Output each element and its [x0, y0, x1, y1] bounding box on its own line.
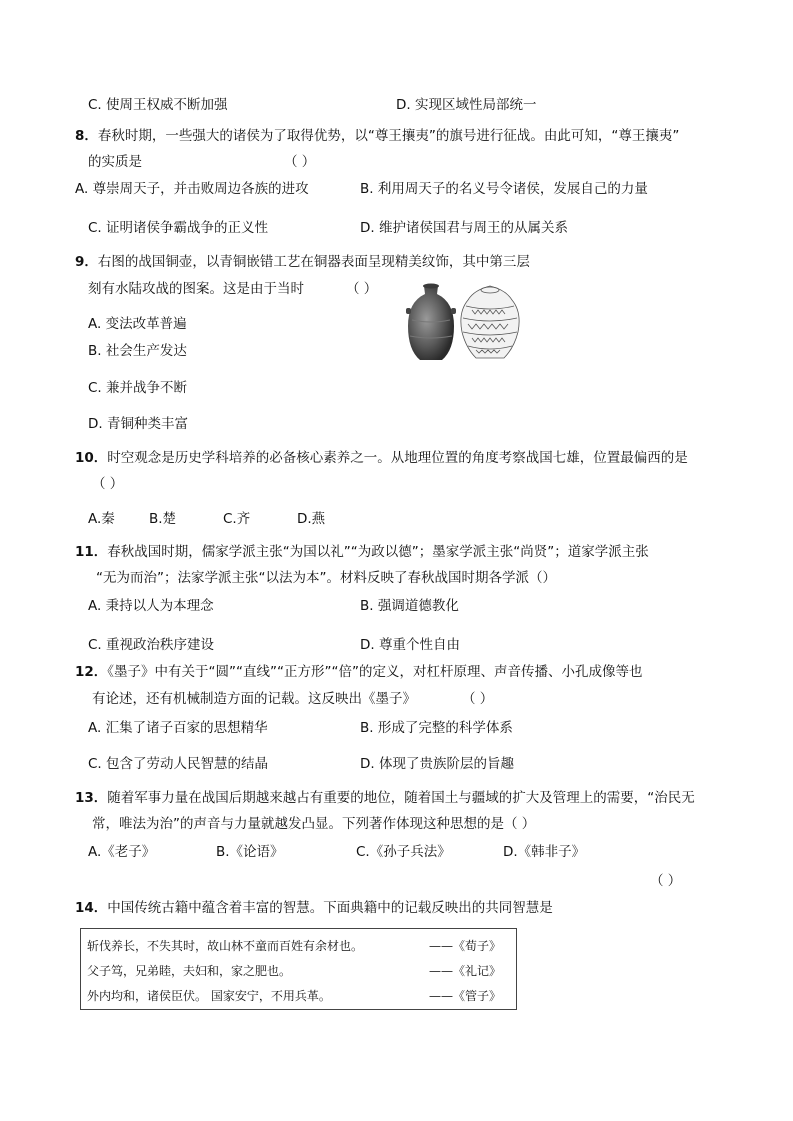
- q13-number: 13．: [75, 790, 108, 806]
- quote-row: [87, 937, 510, 955]
- quote-row: [87, 987, 510, 1005]
- quote-text: 斩伐养长，不失其时，故山林不童而百姓有余材也。: [87, 939, 364, 953]
- q7-option-c: C. 使周王权威不断加强: [88, 97, 228, 113]
- q9-answer-bracket: （ ）: [346, 281, 378, 297]
- q13-option-d: D.《韩非子》: [503, 844, 586, 860]
- q12-stem-line2: 有论述，还有机械制造方面的记载。这反映出《墨子》: [92, 691, 416, 707]
- q13-stem-line1: 13．随着军事力量在战国后期越来越占有重要的地位，随着国土与疆域的扩大及管理上的需要，“治民无: [75, 790, 695, 806]
- q8-option-c: C. 证明诸侯争霸战争的正义性: [88, 220, 269, 236]
- q10-stem-line1: 10．时空观念是历史学科培养的必备核心素养之一。从地理位置的角度考察战国七雄，位置最偏西的是: [75, 450, 688, 466]
- quote-text: 父子笃，兄弟睦，夫妇和，家之肥也。: [87, 964, 292, 978]
- q12-option-d: D. 体现了贵族阶层的旨趣: [360, 756, 514, 772]
- q8-option-b: B. 利用周天子的名义号令诸侯，发展自己的力量: [360, 181, 648, 197]
- q12-number: 12．: [75, 664, 108, 680]
- q11-option-a: A. 秉持以人为本理念: [88, 598, 214, 614]
- q11-stem-line2: “无为而治”；法家学派主张“以法为本”。材料反映了春秋战国时期各学派（）: [96, 570, 556, 586]
- q7-option-d: D. 实现区域性局部统一: [396, 97, 537, 113]
- q12-answer-bracket: （ ）: [462, 691, 494, 707]
- q11-number: 11．: [75, 544, 108, 560]
- q8-option-d: D. 维护诸侯国君与周王的从属关系: [360, 220, 568, 236]
- q11-option-d: D. 尊重个性自由: [360, 637, 460, 653]
- q9-option-b: B. 社会生产发达: [88, 343, 187, 359]
- q13-option-c: C.《孙子兵法》: [356, 844, 451, 860]
- quote-box: [80, 928, 517, 1010]
- q14-stem-line1: 14．中国传统古籍中蕴含着丰富的智慧。下面典籍中的记载反映出的共同智慧是: [75, 900, 553, 916]
- q10-answer-bracket: （ ）: [92, 476, 124, 492]
- q8-stem-line1: 8．春秋时期，一些强大的诸侯为了取得优势，以“尊王攘夷”的旗号进行征战。由此可知，“尊王攘夷”: [75, 128, 680, 144]
- q9-stem-line2: 刻有水陆攻战的图案。这是由于当时: [88, 281, 304, 297]
- q12-option-b: B. 形成了完整的科学体系: [360, 720, 513, 736]
- q10-option-a: A.秦: [88, 511, 115, 527]
- q10-option-c: C.齐: [223, 511, 251, 527]
- q14-number: 14．: [75, 900, 108, 916]
- quote-source: ——《荀子》: [429, 939, 502, 953]
- q9-number: 9．: [75, 254, 98, 270]
- q9-option-c: C. 兼并战争不断: [88, 380, 188, 396]
- q11-stem-line1: 11．春秋战国时期，儒家学派主张“为国以礼”“为政以德”；墨家学派主张“尚贤”；道家学派主张: [75, 544, 649, 560]
- q13-stem-line2: 常，唯法为治”的声音与力量就越发凸显。下列著作体现这种思想的是（ ）: [92, 816, 536, 832]
- bronze-pot-image: [402, 280, 547, 365]
- q14-answer-bracket: （ ）: [650, 873, 682, 889]
- quote-row: [87, 962, 510, 980]
- quote-text: 外内均和，诸侯臣伏。 国家安宁，不用兵革。: [87, 989, 331, 1003]
- q9-stem-line1: 9．右图的战国铜壶，以青铜嵌错工艺在铜器表面呈现精美纹饰，其中第三层: [75, 254, 530, 270]
- q13-option-a: A.《老子》: [88, 844, 156, 860]
- quote-source: ——《礼记》: [429, 964, 502, 978]
- q9-option-d: D. 青铜种类丰富: [88, 416, 188, 432]
- q13-option-b: B.《论语》: [216, 844, 284, 860]
- quote-source: ——《管子》: [429, 989, 502, 1003]
- q12-stem-line1: 12．《墨子》中有关于“圆”“直线”“正方形”“倍”的定义，对杠杆原理、声音传播、小孔成像等也: [75, 664, 643, 680]
- q12-option-a: A. 汇集了诸子百家的思想精华: [88, 720, 268, 736]
- q8-stem-line2: 的实质是: [88, 154, 142, 170]
- q11-option-b: B. 强调道德教化: [360, 598, 459, 614]
- q10-option-b: B.楚: [149, 511, 177, 527]
- q9-option-a: A. 变法改革普遍: [88, 316, 187, 332]
- q8-option-a: A. 尊崇周天子，并击败周边各族的进攻: [75, 181, 309, 197]
- q10-option-d: D.燕: [297, 511, 326, 527]
- bronze-pot-figure: [402, 280, 547, 365]
- q8-answer-bracket: （ ）: [284, 154, 316, 170]
- q10-number: 10．: [75, 450, 108, 466]
- q11-option-c: C. 重视政治秩序建设: [88, 637, 215, 653]
- q12-option-c: C. 包含了劳动人民智慧的结晶: [88, 756, 269, 772]
- q8-number: 8．: [75, 128, 98, 144]
